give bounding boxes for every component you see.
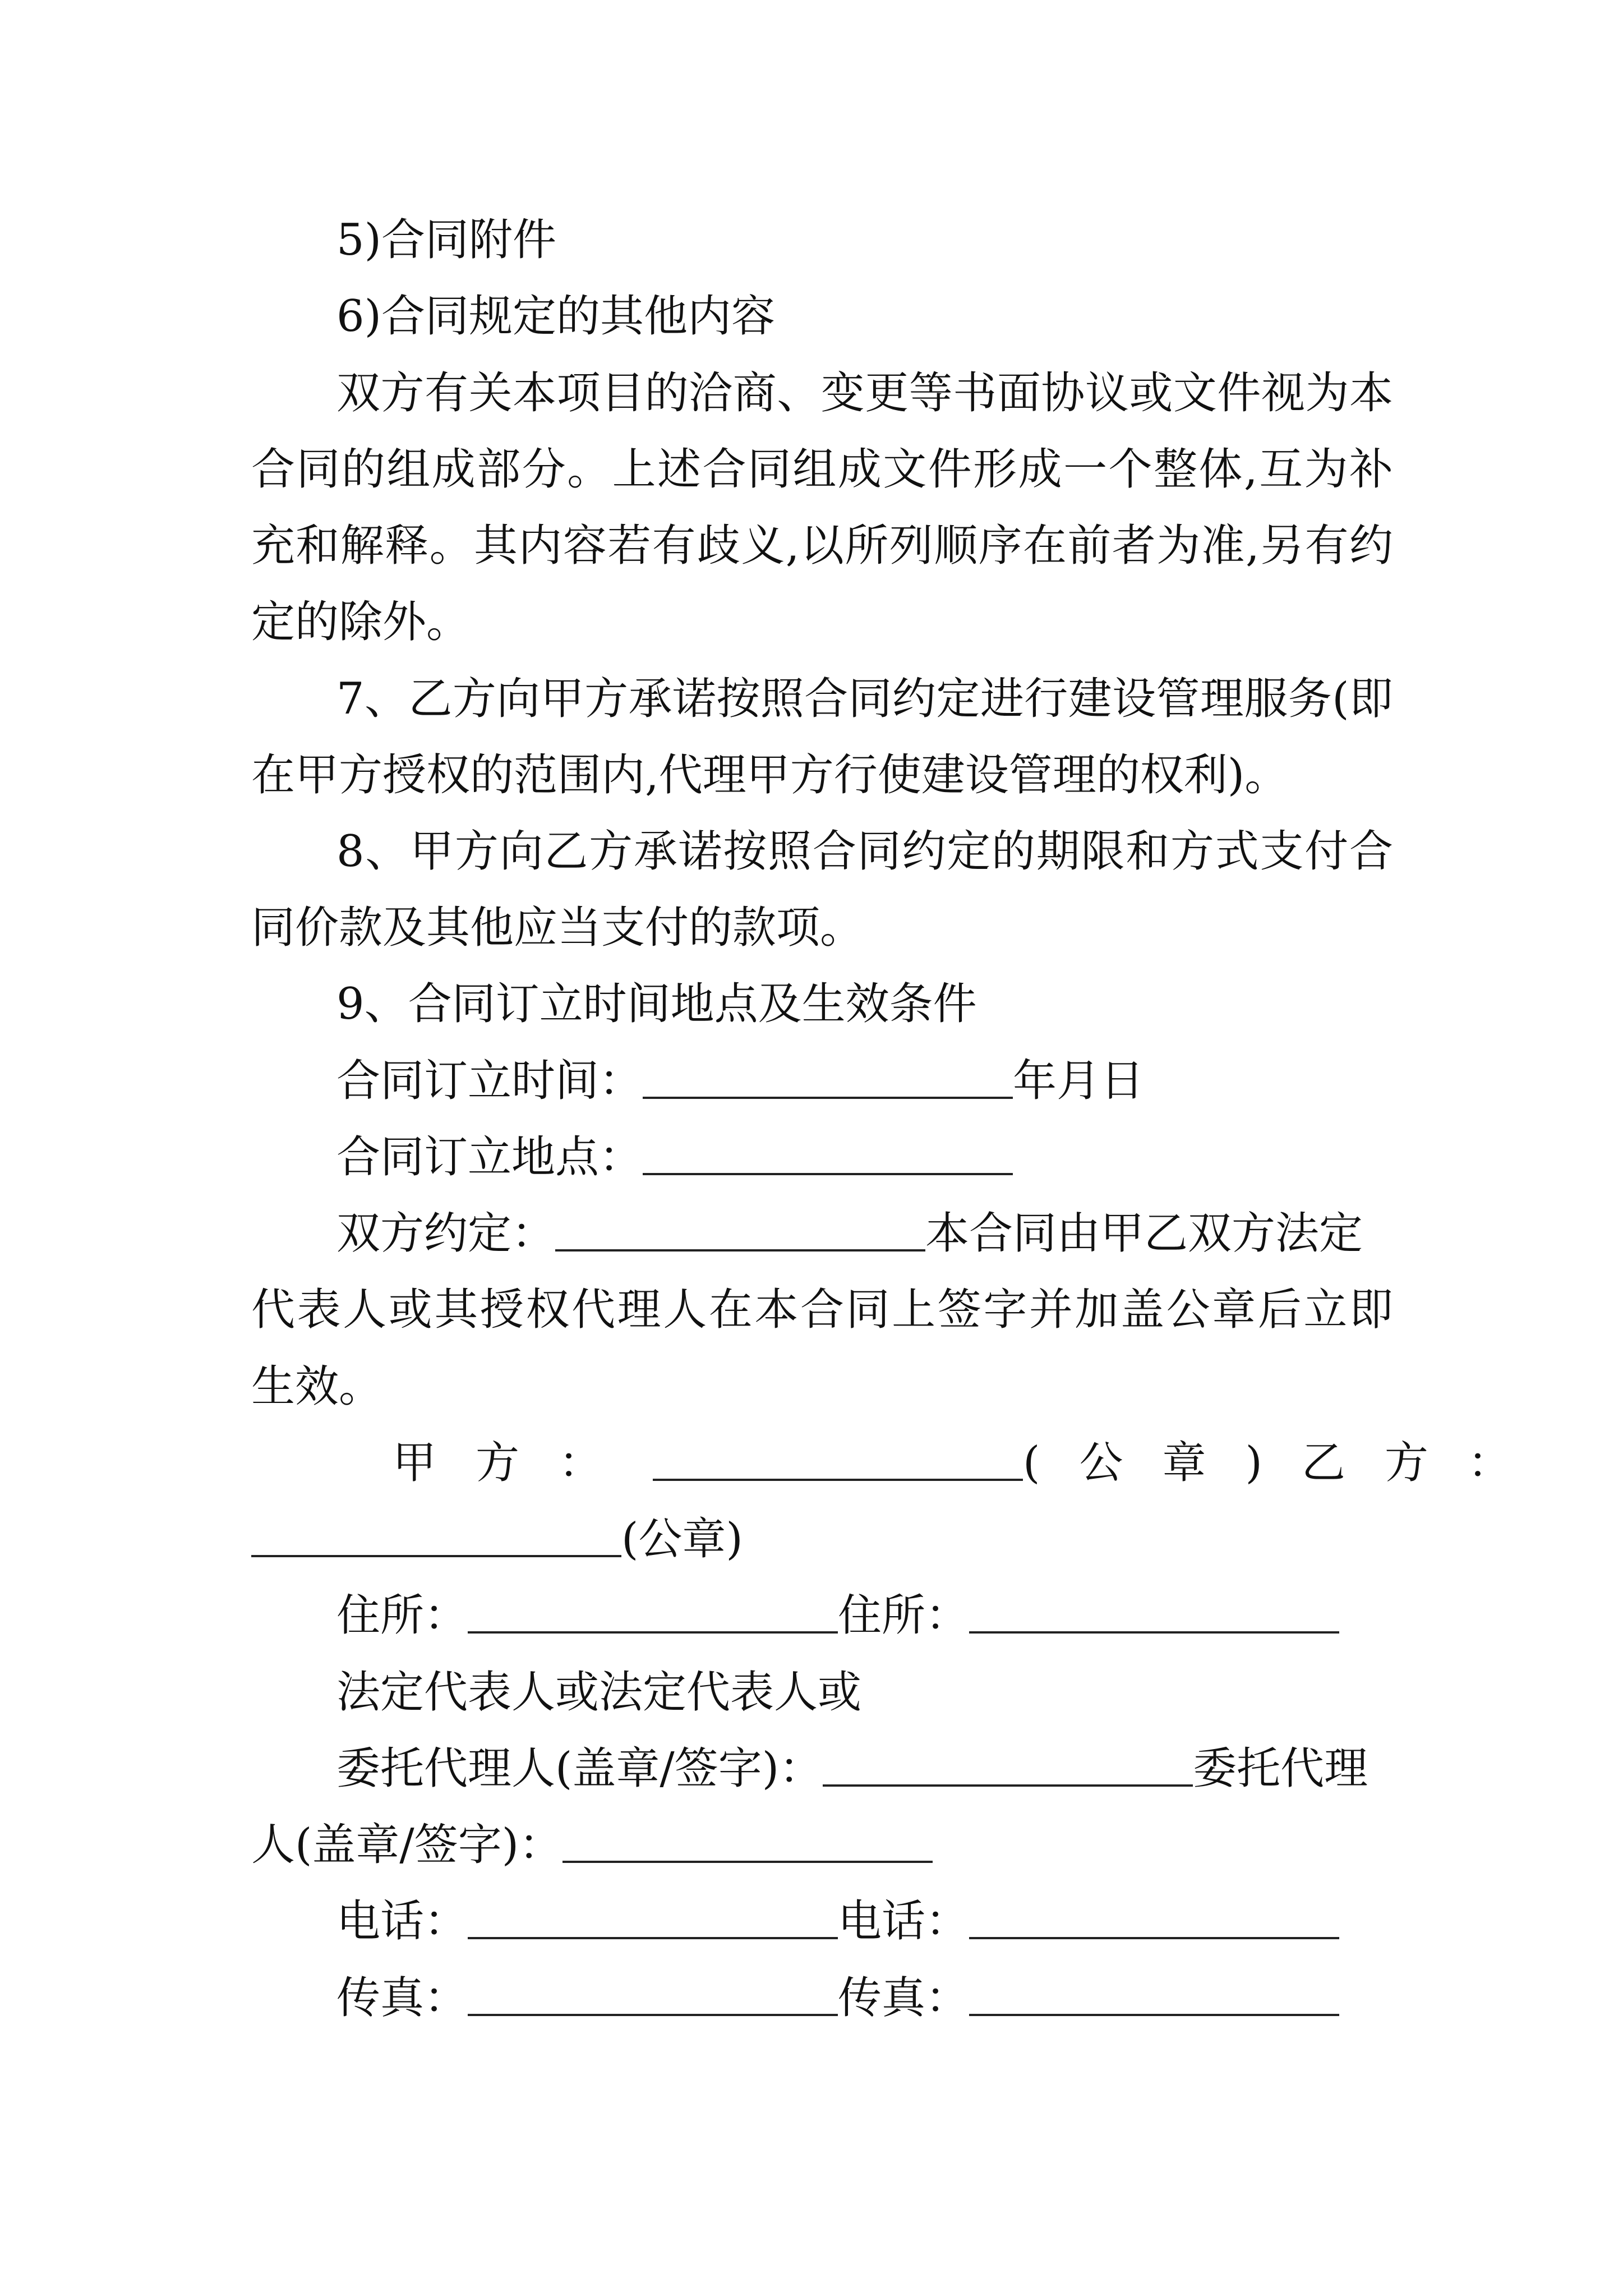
address-blank-a[interactable]	[468, 1591, 838, 1634]
composition-line-4: 定的除外。	[251, 597, 471, 647]
party-b-seal: (公章)	[621, 1514, 743, 1565]
contract-place-row	[336, 1124, 1393, 1191]
agreement-line-2: 代表人或其授权代理人在本合同上签字并加盖公章后立即	[251, 1285, 1393, 1335]
agent-label-a: 委托代理人(盖章/签字)：	[336, 1743, 823, 1794]
agreement-blank[interactable]	[555, 1209, 925, 1251]
contract-place-label: 合同订立地点：	[336, 1132, 643, 1182]
phone-blank-b[interactable]	[969, 1897, 1339, 1939]
clause-8-line-1: 8、甲方向乙方承诺按照合同约定的期限和方式支付合	[336, 826, 1393, 877]
fax-blank-a[interactable]	[468, 1973, 838, 2016]
contract-time-suffix: 年月日	[1013, 1056, 1145, 1106]
agent-blank-a[interactable]	[823, 1744, 1193, 1787]
party-a-blank[interactable]	[653, 1438, 1023, 1481]
representative-row: 法定代表人或法定代表人或	[336, 1667, 862, 1718]
agent-label-b-start: 委托代理	[1193, 1743, 1368, 1794]
party-b-blank[interactable]	[251, 1515, 621, 1557]
phone-row	[336, 1888, 1393, 1955]
composition-line-1: 双方有关本项目的洽商、变更等书面协议或文件视为本	[336, 368, 1393, 418]
clause-9-heading: 9、合同订立时间地点及生效条件	[336, 979, 977, 1029]
clause-7-line-2: 在甲方授权的范围内,代理甲方行使建设管理的权利)。	[251, 750, 1289, 800]
party-b-label: 乙方：	[1301, 1438, 1551, 1488]
contract-place-blank[interactable]	[643, 1133, 1013, 1175]
phone-blank-a[interactable]	[468, 1897, 838, 1939]
clause-8-line-2: 同价款及其他应当支付的款项。	[251, 903, 864, 953]
item-5-text: 5)合同附件	[336, 215, 557, 265]
phone-label-a: 电话：	[336, 1896, 468, 1947]
contract-time-row	[336, 1047, 1393, 1115]
agent-blank-b[interactable]	[562, 1820, 933, 1863]
fax-row	[336, 1964, 1393, 2032]
party-b-row	[251, 1506, 1393, 1573]
address-label-b: 住所：	[838, 1590, 970, 1641]
agent-row	[336, 1735, 1393, 1802]
agreement-label: 双方约定：	[336, 1208, 556, 1259]
composition-line-2: 合同的组成部分。上述合同组成文件形成一个整体,互为补	[251, 444, 1393, 495]
contract-time-blank[interactable]	[643, 1056, 1013, 1099]
agent-row-2	[251, 1811, 1393, 1879]
party-a-seal: (公章)	[1023, 1438, 1302, 1488]
fax-label-a: 传真：	[336, 1973, 468, 2023]
party-a-row	[393, 1429, 1551, 1497]
item-6-text: 6)合同规定的其他内容	[336, 291, 776, 342]
party-a-label: 甲方：	[393, 1438, 642, 1488]
phone-label-b: 电话：	[838, 1896, 970, 1947]
clause-7-line-1: 7、乙方向甲方承诺按照合同约定进行建设管理服务(即	[336, 674, 1393, 724]
address-label-a: 住所：	[336, 1590, 468, 1641]
agent-label-b-end: 人(盖章/签字)：	[251, 1820, 563, 1870]
address-blank-b[interactable]	[969, 1591, 1339, 1634]
agreement-line-1-tail: 本合同由甲乙双方法定	[925, 1208, 1363, 1259]
agreement-line-3: 生效。	[251, 1361, 383, 1412]
fax-blank-b[interactable]	[969, 1973, 1339, 2016]
fax-label-b: 传真：	[838, 1973, 970, 2023]
address-row	[336, 1582, 1393, 1649]
agreement-row	[336, 1200, 1393, 1267]
composition-line-3: 充和解释。其内容若有歧义,以所列顺序在前者为准,另有约	[251, 521, 1393, 571]
contract-time-label: 合同订立时间：	[336, 1056, 643, 1106]
